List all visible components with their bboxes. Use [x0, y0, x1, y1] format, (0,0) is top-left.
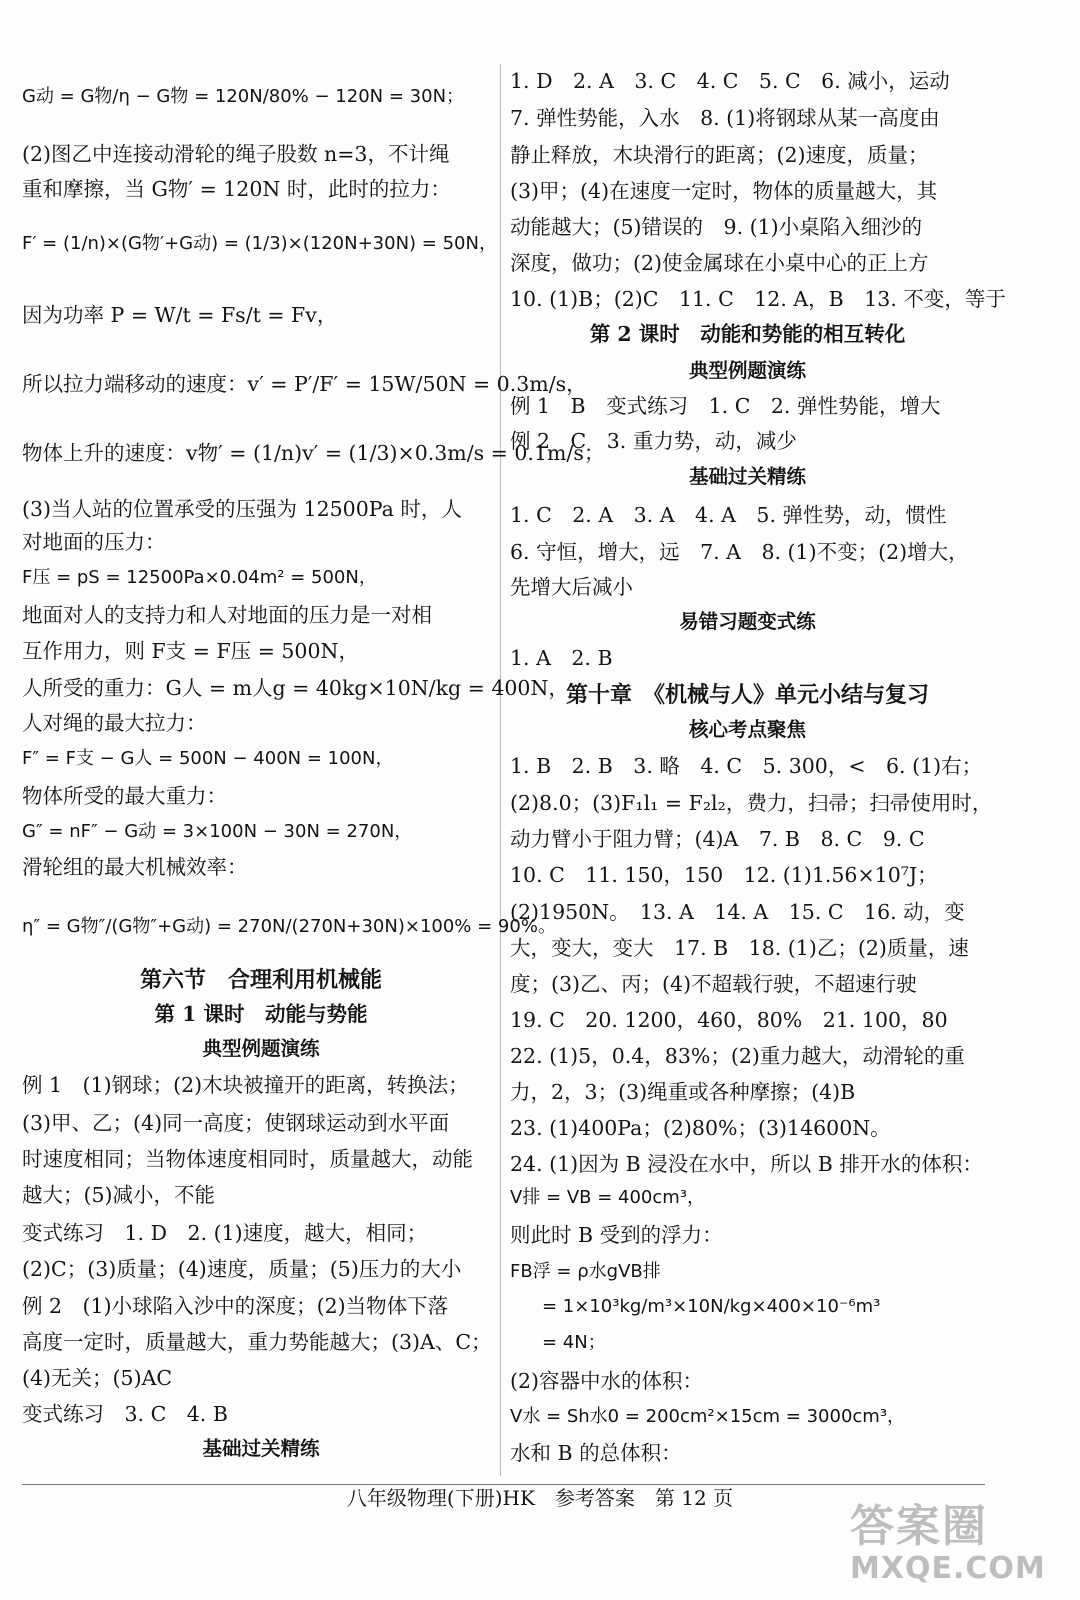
- text-line: 例 2 C 3. 重力势，动，减少: [510, 429, 797, 453]
- text-line: 则此时 B 受到的浮力：: [510, 1223, 723, 1247]
- text-line: V水 = Sh水0 = 200cm²×15cm = 3000cm³，: [510, 1406, 906, 1427]
- text-line: (3)当人站的位置承受的压强为 12500Pa 时，人: [22, 497, 462, 521]
- text-line: F′ = (1/n)×(G物′+G动) = (1/3)×(120N+30N) = 50N，: [22, 233, 497, 254]
- text-line: 滑轮组的最大机械效率：: [22, 855, 248, 879]
- text-line: 例 1 (1)钢球；(2)木块被撞开的距离，转换法；: [22, 1073, 469, 1097]
- text-line: 大，变大，变大 17. B 18. (1)乙；(2)质量，速: [510, 936, 969, 960]
- chapter-heading: 第十章 《机械与人》单元小结与复习: [565, 682, 929, 708]
- text-line: 高度一定时，质量越大，重力势能越大；(3)A、C；: [22, 1330, 492, 1354]
- subsection-heading: 基础过关精练: [688, 465, 806, 488]
- section-heading: 第六节 合理利用机械能: [139, 967, 382, 993]
- text-line: 地面对人的支持力和人对地面的压力是一对相: [22, 603, 432, 627]
- text-line: 10. (1)B；(2)C 11. C 12. A，B 13. 不变，等于: [510, 287, 1006, 311]
- text-line: (4)无关；(5)AC: [22, 1366, 173, 1390]
- text-line: (3)甲；(4)在速度一定时，物体的质量越大，其: [510, 179, 938, 203]
- text-line: 例 1 B 变式练习 1. C 2. 弹性势能，增大: [510, 394, 941, 418]
- text-line: 对地面的压力：: [22, 530, 166, 554]
- text-line: (2)C；(3)质量；(4)速度，质量；(5)压力的大小: [22, 1257, 462, 1281]
- text-line: 物体上升的速度：v物′ = (1/n)v′ = (1/3)×0.3m/s = 0.1m/s；: [22, 441, 605, 465]
- text-line: 1. B 2. B 3. 略 4. C 5. 300，< 6. (1)右；: [510, 754, 983, 778]
- text-line: 所以拉力端移动的速度：v′ = P′/F′ = 15W/50N = 0.3m/s，: [22, 372, 587, 396]
- text-line: 先增大后减小: [510, 575, 633, 599]
- text-line: V排 = VB = 400cm³，: [510, 1187, 706, 1208]
- watermark-logo: [850, 1502, 1060, 1592]
- subsection-heading: 典型例题演练: [688, 359, 806, 382]
- text-line: 1. C 2. A 3. A 4. A 5. 弹性势，动，惯性: [510, 503, 947, 527]
- text-line: = 1×10³kg/m³×10N/kg×400×10⁻⁶m³: [542, 1296, 881, 1317]
- text-line: G动 = G物/η − G物 = 120N/80% − 120N = 30N；: [22, 86, 465, 107]
- text-line: 深度，做功；(2)使金属球在小桌中心的正上方: [510, 251, 929, 275]
- text-line: 22. (1)5，0.4，83%；(2)重力越大，动滑轮的重: [510, 1044, 965, 1068]
- text-line: 19. C 20. 1200，460，80% 21. 100，80: [510, 1008, 948, 1032]
- text-line: F压 = pS = 12500Pa×0.04m² = 500N，: [22, 567, 377, 588]
- text-line: (2)1950N。 13. A 14. A 15. C 16. 动，变: [510, 900, 965, 924]
- text-line: 6. 守恒，增大，远 7. A 8. (1)不变；(2)增大，: [510, 540, 969, 564]
- text-line: 10. C 11. 150，150 12. (1)1.56×10⁷J；: [510, 863, 938, 887]
- text-line: 互作用力，则 F支 = F压 = 500N，: [22, 639, 359, 663]
- text-line: 静止释放，木块滑行的距离；(2)速度，质量；: [510, 143, 929, 167]
- text-line: 7. 弹性势能，入水 8. (1)将钢球从某一高度由: [510, 106, 940, 130]
- text-line: 物体所受的最大重力：: [22, 784, 227, 808]
- text-line: 时速度相同；当物体速度相同时，质量越大，动能: [22, 1147, 473, 1171]
- subsection-heading: 核心考点聚焦: [688, 718, 806, 741]
- text-line: 动能越大；(5)错误的 9. (1)小桌陷入细沙的: [510, 215, 923, 239]
- text-line: 例 2 (1)小球陷入沙中的深度；(2)当物体下落: [22, 1294, 449, 1318]
- text-line: (2)图乙中连接动滑轮的绳子股数 n=3，不计绳: [22, 142, 450, 166]
- text-line: 变式练习 1. D 2. (1)速度，越大，相同；: [22, 1221, 428, 1245]
- text-line: 人对绳的最大拉力：: [22, 711, 207, 735]
- text-line: (2)8.0；(3)F₁l₁ = F₂l₂，费力，扫帚；扫帚使用时，: [510, 791, 993, 815]
- subsection-heading: 典型例题演练: [202, 1037, 320, 1060]
- text-line: 24. (1)因为 B 浸没在水中，所以 B 排开水的体积：: [510, 1152, 983, 1176]
- text-line: 1. A 2. B: [510, 646, 613, 670]
- lesson-heading: 第 2 课时 动能和势能的相互转化: [589, 322, 906, 346]
- text-line: 人所受的重力：G人 = m人g = 40kg×10N/kg = 400N，: [22, 676, 569, 700]
- text-line: η″ = G物″/(G物″+G动) = 270N/(270N+30N)×100% = 90%。: [22, 916, 556, 937]
- text-line: 水和 B 的总体积：: [510, 1441, 682, 1465]
- text-line: 越大；(5)减小，不能: [22, 1183, 216, 1207]
- text-line: 变式练习 3. C 4. B: [22, 1402, 228, 1426]
- text-line: FB浮 = ρ水gVB排: [510, 1261, 661, 1282]
- page-footer: 八年级物理(下册)HK 参考答案 第 12 页: [346, 1486, 734, 1510]
- text-line: 度；(3)乙、丙；(4)不超载行驶，不超速行驶: [510, 972, 917, 996]
- lesson-heading: 第 1 课时 动能与势能: [154, 1002, 368, 1026]
- text-line: G″ = nF″ − G动 = 3×100N − 30N = 270N，: [22, 821, 413, 842]
- text-line: (3)甲、乙；(4)同一高度；使钢球运动到水平面: [22, 1111, 450, 1135]
- text-line: 因为功率 P = W/t = Fs/t = Fv，: [22, 303, 338, 327]
- text-line: F″ = F支 − G人 = 500N − 400N = 100N，: [22, 748, 394, 769]
- watermark-url: MXQE.COM: [850, 1551, 1046, 1586]
- subsection-heading: 基础过关精练: [202, 1437, 320, 1460]
- text-line: (2)容器中水的体积：: [510, 1369, 704, 1393]
- text-line: 力，2，3；(3)绳重或各种摩擦；(4)B: [510, 1080, 856, 1104]
- text-line: 23. (1)400Pa；(2)80%；(3)14600N。: [510, 1116, 891, 1140]
- text-line: 重和摩擦，当 G物′ = 120N 时，此时的拉力：: [22, 177, 451, 201]
- watermark-text: 答案圈: [850, 1501, 988, 1552]
- subsection-heading: 易错习题变式练: [679, 610, 816, 633]
- text-line: = 4N；: [542, 1332, 606, 1353]
- text-line: 1. D 2. A 3. C 4. C 5. C 6. 减小，运动: [510, 69, 950, 93]
- column-divider: [500, 64, 501, 1476]
- text-line: 动力臂小于阻力臂；(4)A 7. B 8. C 9. C: [510, 827, 925, 851]
